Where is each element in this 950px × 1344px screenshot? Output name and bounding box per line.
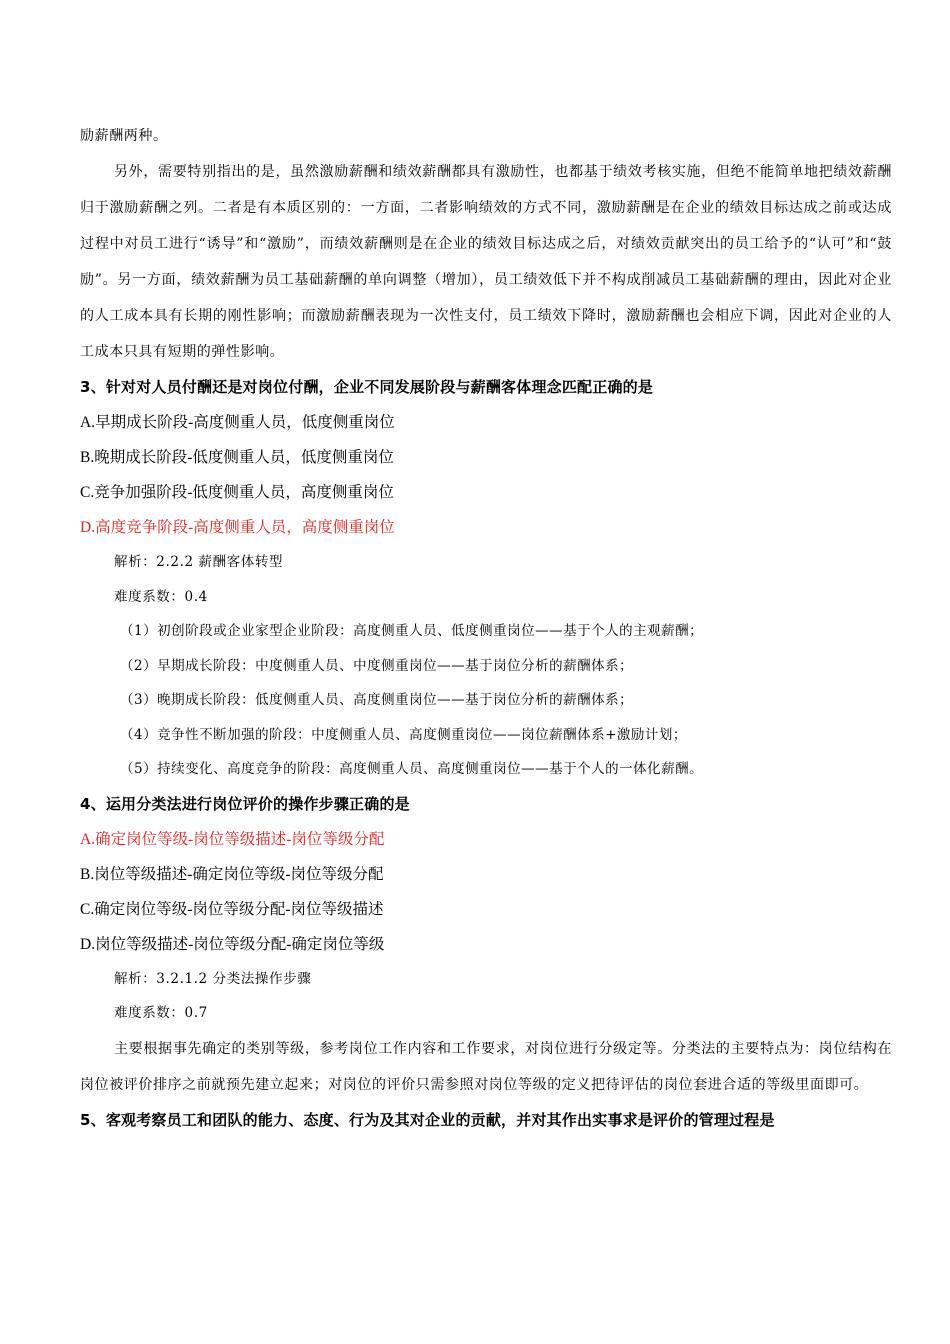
q4-option-a-correct: A.确定岗位等级-岗位等级描述-岗位等级分配 [80, 830, 385, 848]
q4-difficulty: 难度系数：0.7 [114, 1005, 208, 1021]
intro-tail: 励薪酬两种。 [80, 128, 168, 144]
q3-step-2: （2）早期成长阶段：中度侧重人员、中度侧重岗位——基于岗位分析的薪酬体系； [120, 657, 634, 674]
intro-paragraph: 另外，需要特别指出的是，虽然激励薪酬和绩效薪酬都具有激励性，也都基于绩效考核实施，但绝不能简单地把绩效薪酬归于激励薪酬之列。二者是有本质区别的：一方面，二者影响绩效的方式不同，激励薪酬是在企业的绩效目标达成之前或达成过程中对员工进行“诱导”和“激励”，而绩效薪酬则是在企业的绩效目标达成之后，对绩效贡献突出的员工给予的“认可”和“鼓励”。另一方面，绩效薪酬为员工基础薪酬的单向调整（增加），员工绩效低下并不构成削减员工基础薪酬的理由，因此对企业的人工成本具有长期的刚性影响；而激励薪酬表现为一次性支付，员工绩效下降时，激励薪酬也会相应下调，因此对企业的人工成本只具有短期的弹性影响。 [80, 164, 892, 360]
q3-option-d-correct: D.高度竞争阶段-高度侧重人员，高度侧重岗位 [80, 519, 395, 536]
q4-option-b: B.岗位等级描述-确定岗位等级-岗位等级分配 [80, 865, 384, 883]
document-page [80, 118, 892, 1138]
q3-analysis: 解析：2.2.2 薪酬客体转型 [114, 554, 284, 570]
q3-step-5: （5）持续变化、高度竞争的阶段：高度侧重人员、高度侧重岗位——基于个人的一体化薪酬。 [120, 761, 704, 777]
q4-analysis: 解析：3.2.1.2 分类法操作步骤 [114, 970, 312, 987]
question-3: 3、针对对人员付酬还是对岗位付酬，企业不同发展阶段与薪酬客体理念匹配正确的是 [80, 378, 654, 396]
q3-difficulty: 难度系数：0.4 [114, 588, 208, 605]
q4-option-d: D.岗位等级描述-岗位等级分配-确定岗位等级 [80, 935, 385, 953]
q3-step-3: （3）晚期成长阶段：低度侧重人员、高度侧重岗位——基于岗位分析的薪酬体系； [120, 692, 634, 708]
question-4: 4、运用分类法进行岗位评价的操作步骤正确的是 [80, 794, 410, 813]
q3-option-a: A.早期成长阶段-高度侧重人员，低度侧重岗位 [80, 414, 395, 431]
q3-option-c: C.竞争加强阶段-低度侧重人员，高度侧重岗位 [80, 484, 394, 501]
q3-option-b: B.晚期成长阶段-低度侧重人员，低度侧重岗位 [80, 449, 394, 466]
q3-step-4: （4）竞争性不断加强的阶段：中度侧重人员、高度侧重岗位——岗位薪酬体系+激励计划； [120, 726, 687, 743]
q4-explanation: 主要根据事先确定的类别等级，参考岗位工作内容和工作要求，对岗位进行分级定等。分类法的主要特点为：岗位结构在岗位被评价排序之前就预先建立起来；对岗位的评价只需参照对岗位等级的定义把待评估的岗位套进合适的等级里面即可。 [80, 1040, 892, 1093]
q3-step-1: （1）初创阶段或企业家型企业阶段：高度侧重人员、低度侧重岗位——基于个人的主观薪酬； [120, 623, 704, 639]
question-5: 5、客观考察员工和团队的能力、态度、行为及其对企业的贡献，并对其作出实事求是评价的管理过程是 [80, 1110, 775, 1129]
q4-option-c: C.确定岗位等级-岗位等级分配-岗位等级描述 [80, 900, 384, 918]
